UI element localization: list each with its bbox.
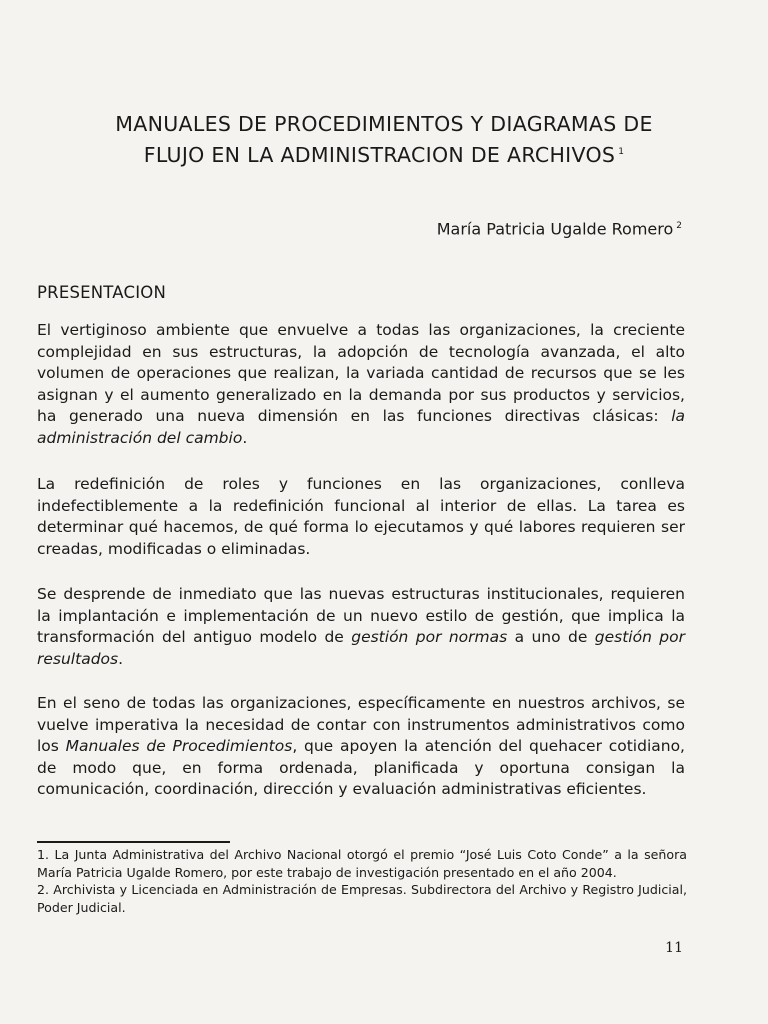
title-line-2: FLUJO EN LA ADMINISTRACION DE ARCHIVOS [143,142,616,167]
author-name: María Patricia Ugalde Romero [436,219,674,239]
paragraph-3-emphasis-2: gestión por resultados [37,628,685,668]
paragraph-3-emphasis-1: gestión por normas [351,628,508,647]
footnote-2: 2. Archivista y Licenciada en Administración de Empresas. Subdirectora del Archivo y Registro Judicial, Poder Judicial. [37,882,687,915]
section-heading: PRESENTACION [37,283,166,302]
paragraph-4-text-1: En el seno de todas las organizaciones, específicamente en nuestros archivos, se vuelve imperativa la necesidad de contar con instrumentos administrativos como los [37,694,685,756]
author-footnote-ref: 2 [676,221,682,231]
title-line-1: MANUALES DE PROCEDIMIENTOS Y DIAGRAMAS DE [115,112,653,136]
paragraph-1-text: El vertiginoso ambiente que envuelve a todas las organizaciones, la creciente complejidad en sus estructuras, la adopción de tecnología avanzada, el alto volumen de operaciones que realizan, la variada cantidad de recursos que se les asignan y el aumento generalizado en la demanda por sus productos y servicios, ha generado una nueva dimensión en las funciones directivas clásicas: [37,321,685,426]
paragraph-1-end: . [242,428,248,447]
paragraph-3 [37,584,685,670]
title-footnote-ref: 1 [618,147,625,157]
author-byline [437,215,682,240]
paragraph-1-emphasis: la administración del cambio [37,407,685,447]
footnote-divider [37,841,230,843]
paragraph-2-text: La redefinición de roles y funciones en las organizaciones, conlleva indefectiblemente a la redefinición funcional al interior de ellas. La tarea es determinar qué hacemos, de qué forma lo ejecutamos y qué labores requieren ser creadas, modificadas o eliminadas. [37,475,685,558]
paragraph-2 [37,474,685,560]
paragraph-3-text-2: a uno de [507,628,595,647]
paragraph-4 [37,693,685,801]
footnote-1: 1. La Junta Administrativa del Archivo Nacional otorgó el premio “José Luis Coto Conde” a la señora María Patricia Ugalde Romero, por este trabajo de investigación presentado en el año 2004. [37,847,687,880]
paragraph-3-text-1: Se desprende de inmediato que las nuevas estructuras institucionales, requieren la implantación e implementación de un nuevo estilo de gestión, que implica la transformación del antiguo modelo de [37,585,685,647]
footnotes [37,846,687,916]
paragraph-4-emphasis: Manuales de Procedimientos [65,737,293,756]
paragraph-4-text-2: , que apoyen la atención del quehacer cotidiano, de modo que, en forma ordenada, planificada y oportuna consigan la comunicación, coordinación, dirección y evaluación administrativas eficientes. [37,737,685,799]
page-number: 11 [665,940,683,956]
paragraph-3-end: . [118,649,124,668]
paragraph-1 [37,320,685,450]
document-title [40,110,728,169]
